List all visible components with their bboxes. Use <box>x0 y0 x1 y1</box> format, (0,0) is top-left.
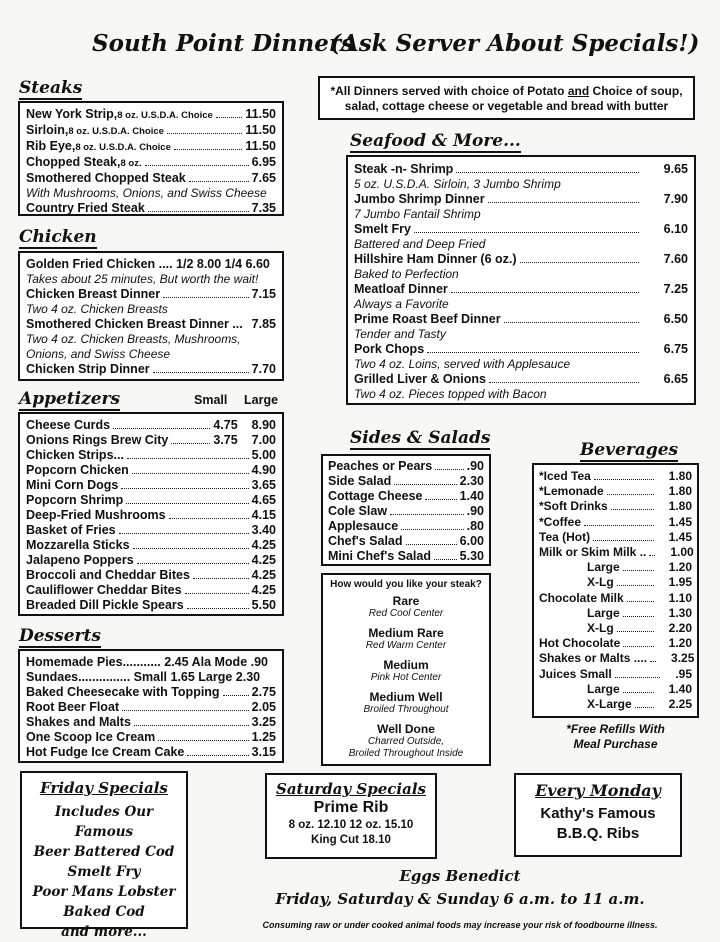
item-name: Meatloaf Dinner <box>354 282 448 296</box>
menu-row <box>26 448 276 463</box>
menu-row <box>539 621 692 636</box>
item-name: Large <box>587 605 620 620</box>
item-name: Cottage Cheese <box>328 489 423 503</box>
item-price: 9.65 <box>663 162 688 176</box>
leader-dots <box>390 504 464 515</box>
item-name: Deep-Fried Mushrooms <box>26 508 166 522</box>
item-name: Broccoli and Cheddar Bites <box>26 568 190 582</box>
item-price: 1.25 <box>251 730 276 744</box>
item-price-large: 5.00 <box>251 448 276 462</box>
item-price-large: 8.90 <box>251 418 276 432</box>
item-name: Shakes or Malts .... <box>539 651 648 666</box>
item-price-small: 4.75 <box>213 418 238 432</box>
menu-row <box>539 560 692 575</box>
item-price-large: 4.25 <box>251 583 276 597</box>
item-price: 2.25 <box>668 697 692 712</box>
menu-row: Smothered Chicken Breast Dinner ... 7.85 <box>26 317 276 331</box>
menu-row: Chicken Strip Dinner 7.70 <box>26 362 276 376</box>
item-price: .90 <box>466 459 484 473</box>
seafood-box <box>346 155 696 405</box>
menu-row: Sundaes............... Small 1.65 Large 2.30 <box>26 670 261 684</box>
item-price: 1.80 <box>668 499 692 514</box>
menu-row: Homemade Pies........... 2.45 Ala Mode .90 <box>26 655 268 669</box>
leader-dots <box>649 545 655 556</box>
item-price-large: 4.90 <box>251 463 276 477</box>
leader-dots <box>584 515 654 526</box>
temp-level: Medium Well <box>369 690 443 704</box>
menu-row <box>26 508 276 523</box>
menu-row <box>539 545 692 560</box>
leader-dots <box>617 621 654 632</box>
leader-dots <box>171 433 210 444</box>
item-description: 7 Jumbo Fantail Shrimp <box>354 207 481 221</box>
saturday-specials-box <box>265 773 437 859</box>
menu-row <box>354 162 688 177</box>
beverages-heading: Beverages <box>580 440 679 460</box>
item-price-large: 4.25 <box>251 538 276 552</box>
appetizers-box <box>18 412 284 616</box>
monday-line2: B.B.Q. Ribs <box>556 825 640 842</box>
leader-dots <box>593 530 654 541</box>
steaks-heading: Steaks <box>19 78 83 98</box>
leader-dots <box>650 651 656 662</box>
item-description: Onions, and Swiss Cheese <box>26 347 171 361</box>
item-name: *Lemonade <box>539 484 604 499</box>
menu-row <box>539 591 692 606</box>
item-price-small: 3.75 <box>213 433 238 447</box>
leader-dots <box>504 312 639 323</box>
menu-row <box>26 745 276 760</box>
friday-special-item: and more... <box>61 924 147 940</box>
item-price: 1.45 <box>668 529 692 544</box>
item-name: Tea (Hot) <box>539 529 591 544</box>
item-name: *Soft Drinks <box>539 499 608 514</box>
item-name: X-Lg <box>587 575 614 590</box>
appetizers-col-large: Large <box>244 393 279 407</box>
item-name: Large <box>587 560 620 575</box>
menu-row <box>354 192 688 207</box>
beverages-box <box>532 463 699 718</box>
item-name: Jumbo Shrimp Dinner <box>354 192 485 206</box>
leader-dots <box>623 636 653 647</box>
eggs-benedict-days: Friday, Saturday & Sunday 6 a.m. to 11 a.m. <box>275 890 645 908</box>
item-price: 1.20 <box>668 636 692 651</box>
eggs-benedict-title: Eggs Benedict <box>399 867 521 885</box>
leader-dots <box>119 523 249 534</box>
saturday-sizes: 8 oz. 12.10 12 oz. 15.10 <box>288 819 414 831</box>
menu-row <box>26 568 276 583</box>
leader-dots <box>134 715 249 726</box>
item-name: Cole Slaw <box>328 504 388 518</box>
item-price: 2.20 <box>668 621 692 636</box>
menu-row <box>539 499 692 514</box>
item-name: Applesauce <box>328 519 399 533</box>
dinner-note-line2: salad, cottage cheese or vegetable and bread with butter <box>344 99 669 113</box>
item-price: 7.90 <box>663 192 688 206</box>
item-price: 2.75 <box>251 685 276 699</box>
leader-dots <box>121 478 248 489</box>
item-price: 2.30 <box>459 474 484 488</box>
item-name: Onions Rings Brew City <box>26 433 169 447</box>
item-name: One Scoop Ice Cream <box>26 730 156 744</box>
menu-row <box>539 484 692 499</box>
temp-well-done-desc: Broiled Throughout Inside <box>348 748 464 759</box>
item-description: Two 4 oz. Chicken Breasts, Mushrooms, <box>26 332 241 346</box>
menu-row <box>26 523 276 538</box>
menu-row <box>539 636 692 651</box>
specials-note: (Ask Server About Specials!) <box>330 30 700 57</box>
item-name: Baked Cheesecake with Topping <box>26 685 220 699</box>
menu-row <box>539 530 692 545</box>
leader-dots <box>435 459 463 470</box>
menu-row <box>26 418 276 433</box>
item-name: Root Beer Float <box>26 700 120 714</box>
chicken-box <box>18 251 284 381</box>
leader-dots <box>223 685 249 696</box>
item-price: .90 <box>466 504 484 518</box>
steaks-box <box>18 101 284 216</box>
menu-row <box>26 538 276 553</box>
dinner-note-box <box>318 76 695 120</box>
temp-well-done: Well Done <box>377 722 435 736</box>
item-price-large: 5.50 <box>251 598 276 612</box>
leader-dots <box>127 448 249 459</box>
leader-dots <box>414 222 639 233</box>
item-price-large: 3.40 <box>251 523 276 537</box>
menu-row <box>354 372 688 387</box>
menu-row <box>328 549 484 564</box>
menu-row <box>539 682 692 697</box>
leader-dots <box>623 606 654 617</box>
item-description: With Mushrooms, Onions, and Swiss Cheese <box>26 186 267 200</box>
menu-row: Chicken Breast Dinner 7.15 <box>26 287 276 301</box>
temp-level-desc: Broiled Throughout <box>363 704 449 715</box>
menu-row: Sirloin, 8 oz. U.S.D.A. Choice 11.50 <box>26 123 276 137</box>
temp-level: Medium <box>383 658 429 672</box>
leader-dots <box>615 667 661 678</box>
temp-level-desc: Red Cool Center <box>368 608 444 619</box>
item-price: 2.05 <box>251 700 276 714</box>
menu-row <box>328 474 484 489</box>
leader-dots <box>451 282 639 293</box>
item-name: Hillshire Ham Dinner (6 oz.) <box>354 252 517 266</box>
leader-dots <box>187 745 248 756</box>
desserts-box <box>18 649 284 763</box>
menu-row <box>26 478 276 493</box>
menu-row: Country Fried Steak 7.35 <box>26 201 276 215</box>
menu-row <box>354 252 688 267</box>
leader-dots <box>607 484 654 495</box>
leader-dots <box>623 560 654 571</box>
leader-dots <box>406 534 457 545</box>
desserts-heading: Desserts <box>19 626 101 646</box>
appetizers-col-small: Small <box>194 393 228 407</box>
menu-row <box>539 667 692 682</box>
item-name: Mini Corn Dogs <box>26 478 119 492</box>
leader-dots <box>187 598 249 609</box>
menu-row <box>26 463 276 478</box>
item-name: Grilled Liver & Onions <box>354 372 486 386</box>
item-name: X-Lg <box>587 621 614 636</box>
leader-dots <box>137 553 249 564</box>
item-name: Smelt Fry <box>354 222 411 236</box>
saturday-heading: Saturday Specials <box>276 780 426 798</box>
item-name: Popcorn Shrimp <box>26 493 124 507</box>
menu-row <box>539 515 692 530</box>
item-price: .80 <box>466 519 484 533</box>
dinner-note-line1: *All Dinners served with choice of Potato and Choice of soup, <box>330 84 683 98</box>
item-name: Mini Chef's Salad <box>328 549 431 563</box>
leader-dots <box>126 493 248 504</box>
leader-dots <box>113 418 210 429</box>
menu-row <box>539 575 692 590</box>
item-description: 5 oz. U.S.D.A. Sirloin, 3 Jumbo Shrimp <box>354 177 561 191</box>
item-price: 7.25 <box>663 282 688 296</box>
item-name: Chef's Salad <box>328 534 403 548</box>
menu-row <box>328 459 484 474</box>
monday-heading: Every Monday <box>535 781 661 800</box>
friday-special-item: Includes Our Famous <box>54 804 154 840</box>
item-price: 3.15 <box>251 745 276 759</box>
menu-row: Rib Eye, 8 oz. U.S.D.A. Choice 11.50 <box>26 139 276 153</box>
item-description: Takes about 25 minutes, But worth the wait! <box>26 272 259 286</box>
item-price: 6.75 <box>663 342 688 356</box>
item-price: 1.10 <box>668 590 692 605</box>
temp-well-done-desc: Charred Outside, <box>367 736 445 747</box>
menu-row <box>328 504 484 519</box>
item-price: .95 <box>675 666 692 681</box>
leader-dots <box>594 469 654 480</box>
item-price: 3.25 <box>671 651 695 666</box>
item-price: 3.25 <box>251 715 276 729</box>
menu-row <box>354 222 688 237</box>
item-description: Baked to Perfection <box>354 267 459 281</box>
item-name: Cheese Curds <box>26 418 111 432</box>
menu-row <box>539 697 692 712</box>
menu-row <box>328 534 484 549</box>
refill-note: *Free Refills With Meal Purchase <box>566 722 665 751</box>
item-description: Always a Favorite <box>354 297 449 311</box>
item-price-large: 4.25 <box>251 568 276 582</box>
item-price-large: 3.65 <box>251 478 276 492</box>
friday-special-item: Baked Cod <box>63 904 145 920</box>
leader-dots <box>489 372 639 383</box>
item-description: Tender and Tasty <box>354 327 446 341</box>
leader-dots <box>488 192 639 203</box>
menu-row <box>26 598 276 613</box>
menu-row <box>26 730 276 745</box>
temp-level-desc: Pink Hot Center <box>370 672 442 683</box>
item-price: 6.00 <box>459 534 484 548</box>
leader-dots <box>193 568 249 579</box>
menu-row <box>26 493 276 508</box>
menu-row <box>539 651 695 666</box>
item-name: Jalapeno Poppers <box>26 553 134 567</box>
item-price-large: 4.25 <box>251 553 276 567</box>
item-price-large: 4.65 <box>251 493 276 507</box>
menu-row <box>354 342 688 357</box>
item-name: Milk or Skim Milk .. <box>539 545 647 560</box>
leader-dots <box>122 700 249 711</box>
item-name: X-Large <box>587 697 632 712</box>
item-name: Chocolate Milk <box>539 590 624 605</box>
temp-level: Medium Rare <box>368 626 444 640</box>
item-name: Steak -n- Shrimp <box>354 162 454 176</box>
menu-row: Chopped Steak, 8 oz. 6.95 <box>26 155 276 169</box>
menu-row <box>539 606 692 621</box>
leader-dots <box>520 252 639 263</box>
leader-dots <box>133 538 249 549</box>
saturday-item: Prime Rib <box>313 799 389 816</box>
friday-special-item: Smelt Fry <box>67 864 141 880</box>
sides-heading: Sides & Salads <box>350 428 491 448</box>
item-price-large: 7.00 <box>251 433 276 447</box>
item-price: 1.20 <box>668 560 692 575</box>
item-price: 1.30 <box>668 605 692 620</box>
leader-dots <box>617 575 654 586</box>
item-description: Two 4 oz. Chicken Breasts <box>26 302 168 316</box>
item-price: 5.30 <box>459 549 484 563</box>
item-price: 1.00 <box>670 545 694 560</box>
page-title: South Point Dinners <box>92 30 354 57</box>
item-name: *Iced Tea <box>539 469 591 483</box>
item-price: 1.95 <box>668 575 692 590</box>
leader-dots <box>158 730 248 741</box>
menu-row <box>539 469 692 484</box>
item-name: Side Salad <box>328 474 392 488</box>
item-name: Prime Roast Beef Dinner <box>354 312 501 326</box>
menu-row <box>26 700 276 715</box>
menu-row <box>26 685 276 700</box>
leader-dots <box>456 162 638 173</box>
item-price: 7.60 <box>663 252 688 266</box>
monday-line1: Kathy's Famous <box>540 805 656 822</box>
temp-level: Rare <box>392 594 420 608</box>
item-description: Two 4 oz. Loins, served with Applesauce <box>354 357 571 371</box>
monday-special-box <box>514 773 682 857</box>
item-price-large: 4.15 <box>251 508 276 522</box>
menu-row <box>354 282 688 297</box>
item-name: Hot Chocolate <box>539 636 621 651</box>
footer-warning: Consuming raw or under cooked animal foods may increase your risk of foodbourne illness. <box>262 920 658 930</box>
leader-dots <box>611 499 654 510</box>
seafood-heading: Seafood & More... <box>350 131 521 151</box>
leader-dots <box>425 489 456 500</box>
leader-dots <box>434 549 457 560</box>
item-description: Two 4 oz. Pieces topped with Bacon <box>354 387 547 401</box>
saturday-king-cut: King Cut 18.10 <box>311 834 391 846</box>
item-name: Cauliflower Cheddar Bites <box>26 583 182 597</box>
friday-heading: Friday Specials <box>40 779 168 797</box>
leader-dots <box>623 682 654 693</box>
menu-row <box>26 715 276 730</box>
item-price: 6.50 <box>663 312 688 326</box>
item-name: Mozzarella Sticks <box>26 538 130 552</box>
menu-row <box>26 583 276 598</box>
item-name: Breaded Dill Pickle Spears <box>26 598 184 612</box>
menu-row <box>354 312 688 327</box>
item-name: *Coffee <box>539 514 582 529</box>
friday-specials-box <box>20 771 188 940</box>
item-name: Juices Small <box>539 666 612 681</box>
item-name: Popcorn Chicken <box>26 463 129 477</box>
item-price: 1.45 <box>668 514 692 529</box>
leader-dots <box>627 591 654 602</box>
item-price: 1.40 <box>459 489 484 503</box>
menu-row <box>328 489 484 504</box>
item-name: Peaches or Pears <box>328 459 433 473</box>
steak-temp-question: How would you like your steak? <box>330 579 482 590</box>
leader-dots <box>169 508 249 519</box>
item-name: Large <box>587 681 620 696</box>
leader-dots <box>185 583 249 594</box>
sides-box <box>321 454 491 566</box>
item-name: Hot Fudge Ice Cream Cake <box>26 745 185 759</box>
leader-dots <box>132 463 249 474</box>
item-name: Shakes and Malts <box>26 715 131 729</box>
menu-row <box>328 519 484 534</box>
item-description: Battered and Deep Fried <box>354 237 486 251</box>
item-price: 6.65 <box>663 372 688 386</box>
leader-dots <box>635 697 654 708</box>
menu-row: Smothered Chopped Steak 7.65 <box>26 171 276 185</box>
item-name: Basket of Fries <box>26 523 116 537</box>
menu-row <box>26 433 276 448</box>
leader-dots <box>394 474 456 485</box>
menu-row <box>26 553 276 568</box>
leader-dots <box>401 519 463 530</box>
appetizers-heading: Appetizers <box>19 389 121 409</box>
item-price: 1.80 <box>668 469 692 483</box>
item-price: 1.80 <box>668 484 692 499</box>
menu-row: Golden Fried Chicken .... 1/2 8.00 1/4 6.60 <box>26 257 270 271</box>
steak-temperature-box <box>321 573 491 766</box>
item-name: Pork Chops <box>354 342 425 356</box>
item-price: 1.40 <box>668 681 692 696</box>
friday-special-item: Poor Mans Lobster <box>32 884 176 900</box>
item-name: Chicken Strips... <box>26 448 124 462</box>
temp-level-desc: Red Warm Center <box>365 640 447 651</box>
leader-dots <box>427 342 639 353</box>
menu-row: New York Strip, 8 oz. U.S.D.A. Choice 11.50 <box>26 107 276 121</box>
friday-special-item: Beer Battered Cod <box>33 844 175 860</box>
item-price: 6.10 <box>663 222 688 236</box>
chicken-heading: Chicken <box>19 227 97 247</box>
